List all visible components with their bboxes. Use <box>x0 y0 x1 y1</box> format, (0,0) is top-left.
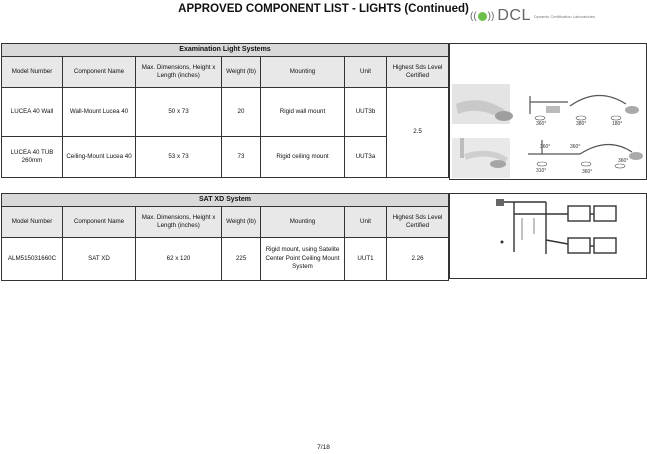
table-row <box>2 137 449 178</box>
sds-cell: 2.5 <box>387 88 449 178</box>
col-unit: Unit <box>345 57 387 88</box>
sat-section-title: SAT XD System <box>2 194 449 207</box>
mounting-cell: Rigid wall mount <box>261 88 345 137</box>
component-cell: Wall-Mount Lucea 40 <box>63 88 136 137</box>
rotation-label: 360° <box>540 144 551 150</box>
table-row <box>2 238 449 281</box>
rotation-label: 380° <box>576 121 587 127</box>
col-weight: Weight (lb) <box>222 207 261 238</box>
rotation-label: 360° <box>536 121 547 127</box>
col-weight: Weight (lb) <box>222 57 261 88</box>
col-dimensions: Max. Dimensions, Height x Length (inches) <box>136 57 222 88</box>
weight-cell: 73 <box>222 137 261 178</box>
col-sds: Highest Sds Level Certified <box>387 207 449 238</box>
sds-cell: 2.26 <box>387 238 449 281</box>
col-component: Component Name <box>63 207 136 238</box>
rotation-label: 360° <box>618 158 629 164</box>
dimensions-cell: 50 x 73 <box>136 88 222 137</box>
model-cell: LUCEA 40 Wall <box>2 88 63 137</box>
sat-xd-drawing <box>449 193 647 279</box>
rotation-label: 310° <box>536 168 547 174</box>
page-title: APPROVED COMPONENT LIST - LIGHTS (Continued) <box>178 3 469 15</box>
model-cell: ALM515031660C <box>2 238 63 281</box>
exam-light-photo <box>449 43 647 180</box>
col-sds: Highest Sds Level Certified <box>387 57 449 88</box>
dimensions-cell: 53 x 73 <box>136 137 222 178</box>
col-mounting: Mounting <box>261 57 345 88</box>
col-model: Model Number <box>2 207 63 238</box>
table-row <box>2 88 449 137</box>
logo-tagline: Dynamic Certification Laboratories <box>533 13 595 19</box>
logo-name: DCL <box>497 7 531 24</box>
exam-light-table <box>1 43 449 178</box>
mounting-cell: Rigid ceiling mount <box>261 137 345 178</box>
component-cell: Ceiling-Mount Lucea 40 <box>63 137 136 178</box>
model-cell: LUCEA 40 TUB 260mm <box>2 137 63 178</box>
col-unit: Unit <box>345 207 387 238</box>
exam-section-title: Examination Light Systems <box>2 44 449 57</box>
mounting-cell: Rigid mount, using Satelite Center Point Ceiling Mount System <box>261 238 345 281</box>
rotation-label: 360° <box>570 144 581 150</box>
dcl-logo <box>470 5 595 27</box>
dimensions-cell: 62 x 120 <box>136 238 222 281</box>
unit-cell: UUT3a <box>345 137 387 178</box>
component-cell: SAT XD <box>63 238 136 281</box>
unit-cell: UUT3b <box>345 88 387 137</box>
col-component: Component Name <box>63 57 136 88</box>
col-dimensions: Max. Dimensions, Height x Length (inches) <box>136 207 222 238</box>
col-mounting: Mounting <box>261 207 345 238</box>
signal-icon: (( )) <box>470 10 495 22</box>
weight-cell: 20 <box>222 88 261 137</box>
rotation-label: 180° <box>612 121 623 127</box>
col-model: Model Number <box>2 57 63 88</box>
page-number: 7/18 <box>317 444 330 451</box>
sat-xd-table <box>1 193 449 281</box>
rotation-label: 360° <box>582 169 593 175</box>
weight-cell: 225 <box>222 238 261 281</box>
unit-cell: UUT1 <box>345 238 387 281</box>
